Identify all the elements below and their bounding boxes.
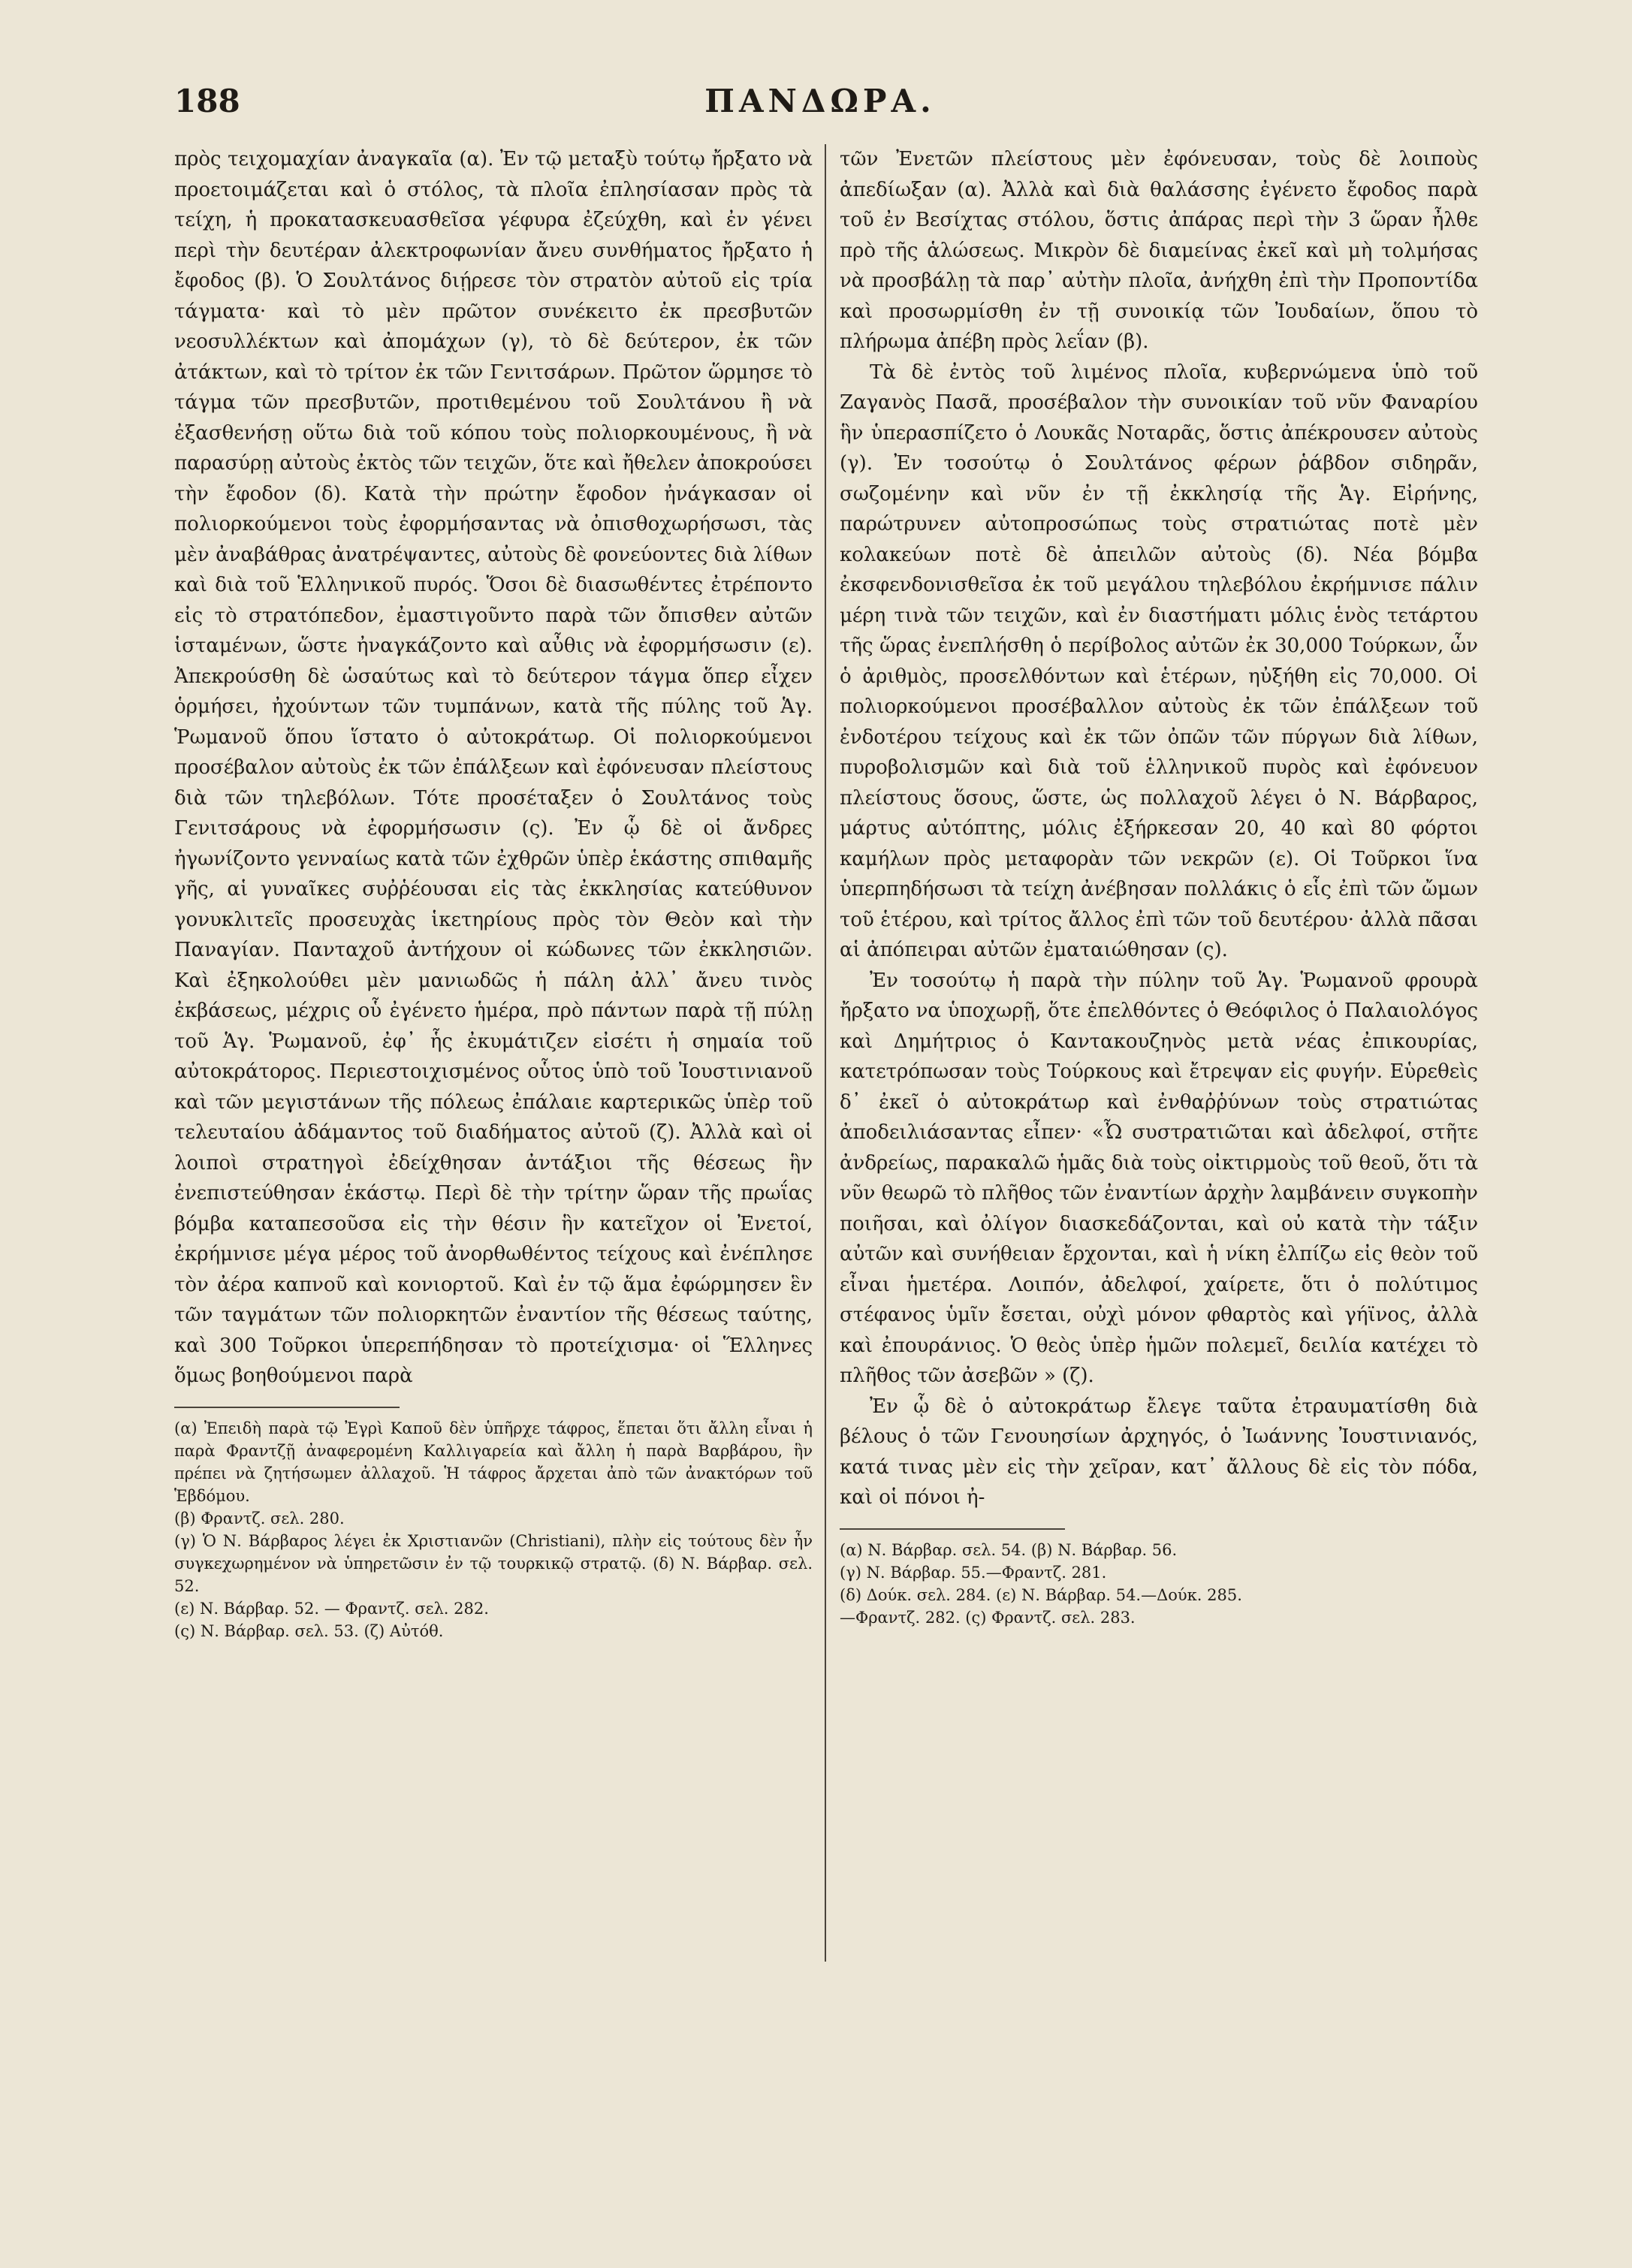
right-footnotes	[840, 1539, 1478, 1629]
right-footnote-rule	[840, 1528, 1065, 1530]
left-body	[174, 144, 813, 1392]
page-header	[174, 83, 1466, 128]
left-footnote-rule	[174, 1407, 400, 1408]
left-footnote-c: (γ) Ὁ Ν. Βάρβαρος λέγει ἐκ Χριστιανῶν (Christiani), πλὴν εἰς τούτους δὲν ἦν συγκεχωρημένον νὰ ὑπηρετῶσιν ἐν τῷ τουρκικῷ στρατῷ. (δ) Ν. Βάρβαρ. σελ. 52.	[174, 1531, 813, 1595]
right-column	[840, 144, 1478, 2232]
running-head: ΠΑΝΔΩΡΑ.	[704, 83, 936, 119]
left-footnote-e: (ε) Ν. Βάρβαρ. 52. — Φραντζ. σελ. 282.	[174, 1599, 489, 1618]
right-footnote-2: (γ) Ν. Βάρβαρ. 55.—Φραντζ. 281.	[840, 1563, 1107, 1582]
page-number: 188	[174, 83, 240, 119]
right-paragraph-1: τῶν Ἐνετῶν πλείστους μὲν ἐφόνευσαν, τοὺς δὲ λοιποὺς ἀπεδίωξαν (α). Ἀλλὰ καὶ διὰ θαλάσσης ἐγένετο ἔφοδος παρὰ τοῦ ἐν Βεσίχτας στόλου, ὅστις ἀπάρας περὶ τὴν 3 ὥραν ἦλθε πρὸ τῆς ἁλώσεως. Μικρὸν δὲ διαμείνας ἐκεῖ καὶ μὴ τολμήσας νὰ προσβάλῃ τὰ παρ᾽ αὐτὴν πλοῖα, ἀνήχθη ἐπὶ τὴν Προποντίδα καὶ προσωρμίσθη ἐν τῇ συνοικίᾳ τῶν Ἰουδαίων, ὅπου τὸ πλήρωμα ἀπέβη πρὸς λεΐαν (β).	[840, 148, 1478, 353]
left-footnote-b: (β) Φραντζ. σελ. 280.	[174, 1509, 345, 1528]
right-paragraph-4: Ἐν ᾧ δὲ ὁ αὐτοκράτωρ ἔλεγε ταῦτα ἐτραυματίσθη διὰ βέλους ὁ τῶν Γενουησίων ἀρχηγός, ὁ Ἰωάννης Ἰουστινιανός, κατά τινας μὲν εἰς τὴν χεῖραν, κατ᾽ ἄλλους δὲ εἰς τὸν πόδα, καὶ οἱ πόνοι ἠ-	[840, 1395, 1478, 1509]
left-footnote-a: (α) Ἐπειδὴ παρὰ τῷ Ἐγρὶ Καποῦ δὲν ὑπῆρχε τάφρος, ἕπεται ὅτι ἄλλη εἶναι ἡ παρὰ Φραντζῇ ἀναφερομένη Καλλιγαρεία καὶ ἄλλη ἡ παρὰ Βαρβάρου, ἣν πρέπει νὰ ζητήσωμεν ἀλλαχοῦ. Ἡ τάφρος ἄρχεται ἀπὸ τῶν ἀνακτόρων τοῦ Ἑβδόμου.	[174, 1419, 813, 1505]
right-paragraph-2: Τὰ δὲ ἐντὸς τοῦ λιμένος πλοῖα, κυβερνώμενα ὑπὸ τοῦ Ζαγανὸς Πασᾶ, προσέβαλον τὴν συνοικίαν τοῦ νῦν Φαναρίου ἣν ὑπερασπίζετο ὁ Λουκᾶς Νοταρᾶς, ὅστις ἀπέκρουσεν αὐτοὺς (γ). Ἐν τοσούτῳ ὁ Σουλτάνος φέρων ῥάβδον σιδηρᾶν, σωζομένην καὶ νῦν ἐν τῇ ἐκκλησίᾳ τῆς Ἁγ. Εἰρήνης, παρώτρυνεν αὐτοπροσώπως τοὺς στρατιώτας ποτὲ μὲν κολακεύων ποτὲ δὲ ἀπειλῶν αὐτοὺς (δ). Νέα βόμβα ἐκσφενδονισθεῖσα ἐκ τοῦ μεγάλου τηλεβόλου ἐκρήμνισε πάλιν μέρη τινὰ τῶν τειχῶν, καὶ ἐν διαστήματι μόλις ἑνὸς τετάρτου τῆς ὥρας ἐνεπλήσθη ὁ περίβολος αὐτῶν ἐκ 30,000 Τούρκων, ὧν ὁ ἀριθμὸς, προσελθόντων καὶ ἑτέρων, ηὐξήθη εἰς 70,000. Οἱ πολιορκούμενοι προσέβαλλον αὐτοὺς ἐκ τῶν ἐπάλξεων τοῦ ἐνδοτέρου τείχους καὶ ἐκ τῶν ὀπῶν τῶν πύργων διὰ λίθων, πυροβολισμῶν καὶ διὰ τοῦ ἑλληνικοῦ πυρὸς καὶ ἐφόνευον πλείστους ὅσους, ὥστε, ὡς πολλαχοῦ λέγει ὁ Ν. Βάρβαρος, μάρτυς αὐτόπτης, μόλις ἐξήρκεσαν 20, 40 καὶ 80 φόρτοι καμήλων πρὸς μεταφορὰν τῶν νεκρῶν (ε). Οἱ Τοῦρκοι ἵνα ὑπερπηδήσωσι τὰ τείχη ἀνέβησαν πολλάκις ὁ εἷς ἐπὶ τῶν ὤμων τοῦ ἑτέρου, καὶ τρίτος ἄλλος ἐπὶ τῶν τοῦ δευτέρου· ἀλλὰ πᾶσαι αἱ ἀπόπειραι αὐτῶν ἐματαιώθησαν (ς).	[840, 360, 1478, 961]
right-body	[840, 144, 1478, 1513]
left-footnote-s: (ς) Ν. Βάρβαρ. σελ. 53. (ζ) Αὐτόθ.	[174, 1621, 444, 1640]
column-divider	[825, 144, 826, 1962]
left-paragraph-1: πρὸς τειχομαχίαν ἀναγκαῖα (α). Ἐν τῷ μεταξὺ τούτῳ ἤρξατο νὰ προετοιμάζεται καὶ ὁ στόλος, τὰ πλοῖα ἐπλησίασαν πρὸς τὰ τείχη, ἡ προκατασκευασθεῖσα γέφυρα ἐζεύχθη, καὶ ἐν γένει περὶ τὴν δευτέραν ἀλεκτροφωνίαν ἄνευ συνθήματος ἤρξατο ἡ ἔφοδος (β). Ὁ Σουλτάνος διῄρεσε τὸν στρατὸν αὐτοῦ εἰς τρία τάγματα· καὶ τὸ μὲν πρῶτον συνέκειτο ἐκ πρεσβυτῶν νεοσυλλέκτων καὶ ἀπομάχων (γ), τὸ δὲ δεύτερον, ἐκ τῶν ἀτάκτων, καὶ τὸ τρίτον ἐκ τῶν Γενιτσάρων. Πρῶτον ὥρμησε τὸ τάγμα τῶν πρεσβυτῶν, προτιθεμένου τοῦ Σουλτάνου ἢ νὰ ἐξασθενήσῃ οὕτω διὰ τοῦ κόπου τοὺς πολιορκουμένους, ἢ νὰ παρασύρῃ αὐτοὺς ἐκτὸς τῶν τειχῶν, ὅτε καὶ ἤθελεν ἀποκρούσει τὴν ἔφοδον (δ). Κατὰ τὴν πρώτην ἔφοδον ἠνάγκασαν οἱ πολιορκούμενοι τοὺς ἐφορμήσαντας νὰ ὀπισθοχωρήσωσι, τὰς μὲν ἀναβάθρας ἀνατρέψαντες, αὐτοὺς δὲ φονεύοντες διὰ λίθων καὶ διὰ τοῦ Ἑλληνικοῦ πυρός. Ὅσοι δὲ διασωθέντες ἐτρέποντο εἰς τὸ στρατόπεδον, ἐμαστιγοῦντο παρὰ τῶν ὄπισθεν αὐτῶν ἱσταμένων, ὥστε ἠναγκάζοντο καὶ αὖθις νὰ ἐφορμήσωσιν (ε). Ἀπεκρούσθη δὲ ὡσαύτως καὶ τὸ δεύτερον τάγμα ὅπερ εἶχεν ὁρμήσει, ἠχούντων τῶν τυμπάνων, κατὰ τῆς πύλης τοῦ Ἁγ. Ῥωμανοῦ ὅπου ἵστατο ὁ αὐτοκράτωρ. Οἱ πολιορκούμενοι προσέβαλον αὐτοὺς ἐκ τῶν ἐπάλξεων καὶ ἐφόνευσαν πλείστους διὰ τῶν τηλεβόλων. Τότε προσέταξεν ὁ Σουλτάνος τοὺς Γενιτσάρους νὰ ἐφορμήσωσιν (ς). Ἐν ᾧ δὲ οἱ ἄνδρες ἠγωνίζοντο γενναίως κατὰ τῶν ἐχθρῶν ὑπὲρ ἑκάστης σπιθαμῆς γῆς, αἱ γυναῖκες συῤῥέουσαι εἰς τὰς ἐκκλησίας κατεύθυνον γονυκλιτεῖς προσευχὰς ἱκετηρίους πρὸς τὸν Θεὸν καὶ τὴν Παναγίαν. Πανταχοῦ ἀντήχουν οἱ κώδωνες τῶν ἐκκλησιῶν. Καὶ ἐξηκολούθει μὲν μανιωδῶς ἡ πάλη ἀλλ᾽ ἄνευ τινὸς ἐκβάσεως, μέχρις οὗ ἐγένετο ἡμέρα, πρὸ πάντων παρὰ τῇ πύλῃ τοῦ Ἁγ. Ῥωμανοῦ, ἐφ᾽ ἧς ἐκυμάτιζεν εἰσέτι ἡ σημαία τοῦ αὐτοκράτορος. Περιεστοιχισμένος οὗτος ὑπὸ τοῦ Ἰουστινιανοῦ καὶ τῶν μεγιστάνων τῆς πόλεως ἐπάλαιε καρτερικῶς ὑπὲρ τοῦ τελευταίου ἀδάμαντος τοῦ διαδήματος αὐτοῦ (ζ). Ἀλλὰ καὶ οἱ λοιποὶ στρατηγοὶ ἐδείχθησαν ἀντάξιοι τῆς θέσεως ἣν ἐνεπιστεύθησαν ἑκάστῳ. Περὶ δὲ τὴν τρίτην ὥραν τῆς πρωΐας βόμβα καταπεσοῦσα εἰς τὴν θέσιν ἣν κατεῖχον οἱ Ἐνετοί, ἐκρήμνισε μέγα μέρος τοῦ ἀνορθωθέντος τείχους καὶ ἐνέπλησε τὸν ἀέρα καπνοῦ καὶ κονιορτοῦ. Καὶ ἐν τῷ ἅμα ἐφώρμησεν ἓν τῶν ταγμάτων τῶν πολιορκητῶν ἐναντίον τῆς θέσεως ταύτης, καὶ 300 Τοῦρκοι ὑπερεπήδησαν τὸ προτείχισμα· οἱ Ἕλληνες ὅμως βοηθούμενοι παρὰ	[174, 148, 813, 1387]
right-footnote-4: —Φραντζ. 282. (ς) Φραντζ. σελ. 283.	[840, 1608, 1136, 1627]
right-footnote-3: (δ) Δούκ. σελ. 284. (ε) Ν. Βάρβαρ. 54.—Δούκ. 285.	[840, 1585, 1242, 1604]
left-column	[174, 144, 813, 2232]
right-footnote-1: (α) Ν. Βάρβαρ. σελ. 54. (β) Ν. Βάρβαρ. 56.	[840, 1540, 1178, 1559]
right-paragraph-3: Ἐν τοσούτῳ ἡ παρὰ τὴν πύλην τοῦ Ἁγ. Ῥωμανοῦ φρουρὰ ἤρξατο να ὑποχωρῇ, ὅτε ἐπελθόντες ὁ Θεόφιλος ὁ Παλαιολόγος καὶ Δημήτριος ὁ Καντακουζηνὸς μετὰ νέας ἐπικουρίας, κατετρόπωσαν τοὺς Τούρκους καὶ ἔτρεψαν εἰς φυγήν. Εὑρεθεὶς δ᾽ ἐκεῖ ὁ αὐτοκράτωρ καὶ ἐνθαῤῥύνων τοὺς στρατιώτας ἀποδειλιάσαντας εἶπεν· «Ὦ συστρατιῶται καὶ ἀδελφοί, στῆτε ἀνδρείως, παρακαλῶ ἡμᾶς διὰ τοὺς οἰκτιρμοὺς τοῦ θεοῦ, ὅτι τὰ νῦν θεωρῶ τὸ πλῆθος τῶν ἐναντίων ἀρχὴν λαμβάνειν συγκοπὴν ποιῆσαι, καὶ ὀλίγον διασκεδάζονται, καὶ οὐ κατὰ τὴν τάξιν αὐτῶν καὶ συνήθειαν ἔρχονται, καὶ ἡ νίκη ἐλπίζω εἰς θεὸν τοῦ εἶναι ἡμετέρα. Λοιπόν, ἀδελφοί, χαίρετε, ὅτι ὁ πολύτιμος στέφανος ὑμῖν ἔσεται, οὐχὶ μόνον φθαρτὸς καὶ γήϊνος, ἀλλὰ καὶ ἐπουράνιος. Ὁ θεὸς ὑπὲρ ἡμῶν πολεμεῖ, δειλία κατέχει τὸ πλῆθος τῶν ἀσεβῶν » (ζ).	[840, 969, 1478, 1387]
left-footnotes	[174, 1417, 813, 1642]
